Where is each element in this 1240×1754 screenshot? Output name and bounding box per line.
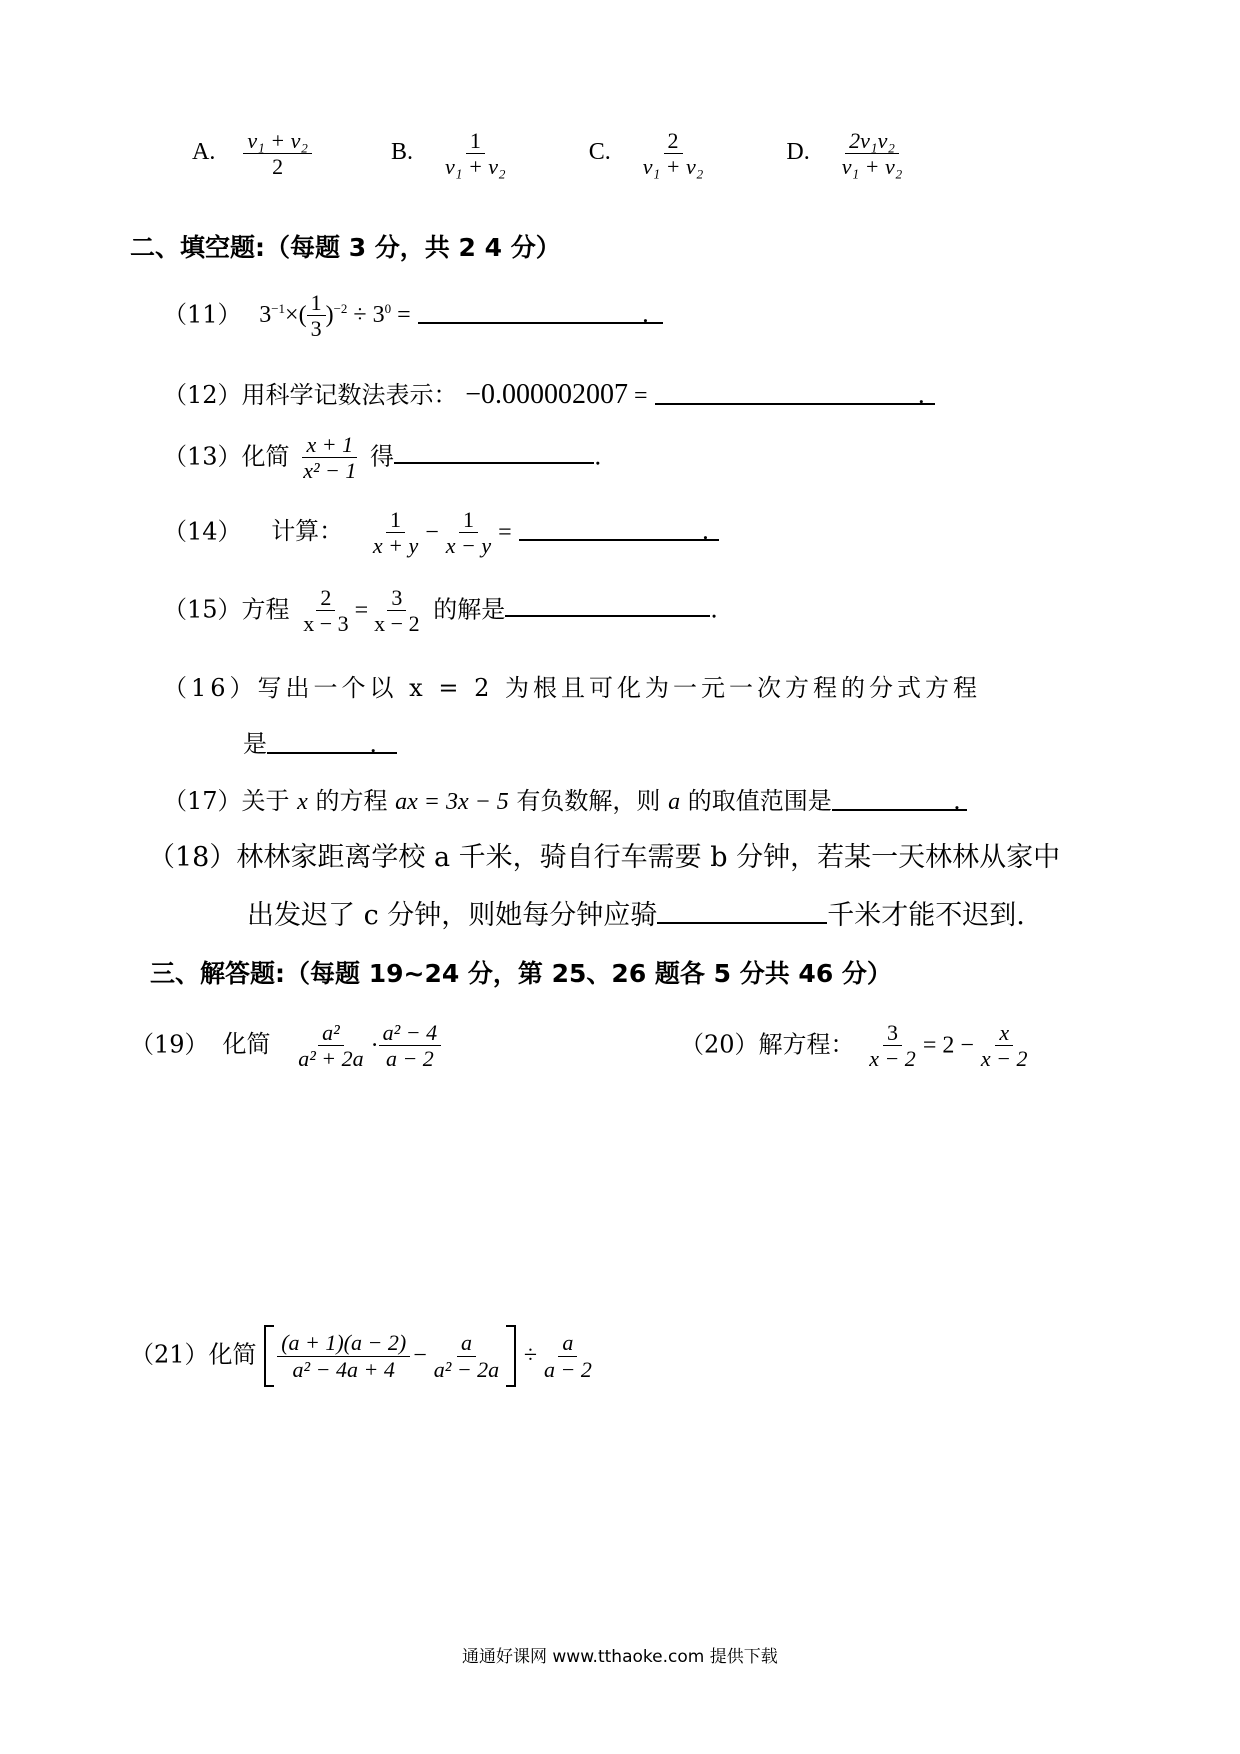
question-18-line-1: （18）林林家距离学校 a 千米，骑自行车需要 b 分钟，若某一天林林从家中: [148, 842, 1061, 873]
answer-blank-16[interactable]: .: [267, 730, 397, 754]
option-a: A. $\frac{\text{v₁ + v₂}}{2}$: [192, 139, 321, 165]
option-c: C. $\frac{2}{\text{v₁ + v₂}}$: [588, 128, 704, 180]
section-2-title: 二、填空题:（每题 3 分，共 2 4 分）: [130, 233, 561, 262]
options-row: [192, 128, 909, 180]
answer-blank-13[interactable]: [394, 440, 594, 464]
answer-blank-11[interactable]: .: [418, 300, 663, 324]
question-11: （11） $3^{-1}\times$( $\frac{1}{3}$ )$^{-2} \div 3^0$ = .: [163, 290, 663, 342]
right-bracket: [506, 1325, 516, 1387]
question-20: （20）解方程： $\frac{3}{x - 2}$ = 2 − $\frac{x}{x - 2}$: [680, 1020, 1028, 1072]
question-18-line-2: 出发迟了 c 分钟，则她每分钟应骑 千米才能不迟到.: [247, 900, 1025, 931]
answer-blank-18[interactable]: [657, 900, 827, 924]
question-17: （17）关于 x 的方程 ax = 3x − 5 有负数解，则 a 的取值范围是 .: [163, 781, 967, 816]
question-16-line-1: （16）写出一个以 x = 2 为根且可化为一元一次方程的分式方程: [163, 674, 981, 702]
question-12: （12）用科学记数法表示： −0.000002007 = .: [163, 375, 935, 411]
section-3-title: 三、解答题:（每题 19~24 分，第 25、26 题各 5 分共 46 分）: [150, 959, 892, 988]
question-19: （19） 化简 $\frac{\text{a²}}{\text{a² + 2a}}$ · $\frac{\text{a² − 4}}{a - 2}$: [130, 1020, 441, 1072]
question-16-line-2: 是 .: [243, 724, 397, 759]
answer-blank-14[interactable]: .: [519, 517, 719, 541]
answer-blank-12[interactable]: .: [655, 381, 935, 405]
option-b: B. $\frac{1}{\text{v₁ + v₂}}$: [391, 128, 506, 180]
question-14: （14） 计算： $\frac{1}{x + y}$ − $\frac{1}{x - y}$ = .: [163, 507, 719, 559]
footer: 通通好课网 www.tthaoke.com 提供下载: [462, 1647, 778, 1667]
question-21: （21）化简 $\frac{(a + 1)(a - 2)}{\text{a² − 4a + 4}}$ − $\frac{a}{\text{a² − 2a}}$ ÷ $\frac{a}{a - 2}$: [130, 1325, 599, 1387]
answer-blank-17[interactable]: .: [832, 787, 967, 811]
answer-blank-15[interactable]: [505, 593, 710, 617]
question-15: （15）方程 $\frac{2}{x - 3}$ = $\frac{3}{x - 2}$ 的解是 .: [163, 585, 718, 637]
option-d: D. $\frac{\text{2v₁v₂}}{\text{v₁ + v₂}}$: [786, 128, 903, 180]
question-13: （13）化简 $\frac{x + 1}{\text{x² − 1}}$ 得 .: [163, 432, 602, 484]
left-bracket: [264, 1325, 274, 1387]
